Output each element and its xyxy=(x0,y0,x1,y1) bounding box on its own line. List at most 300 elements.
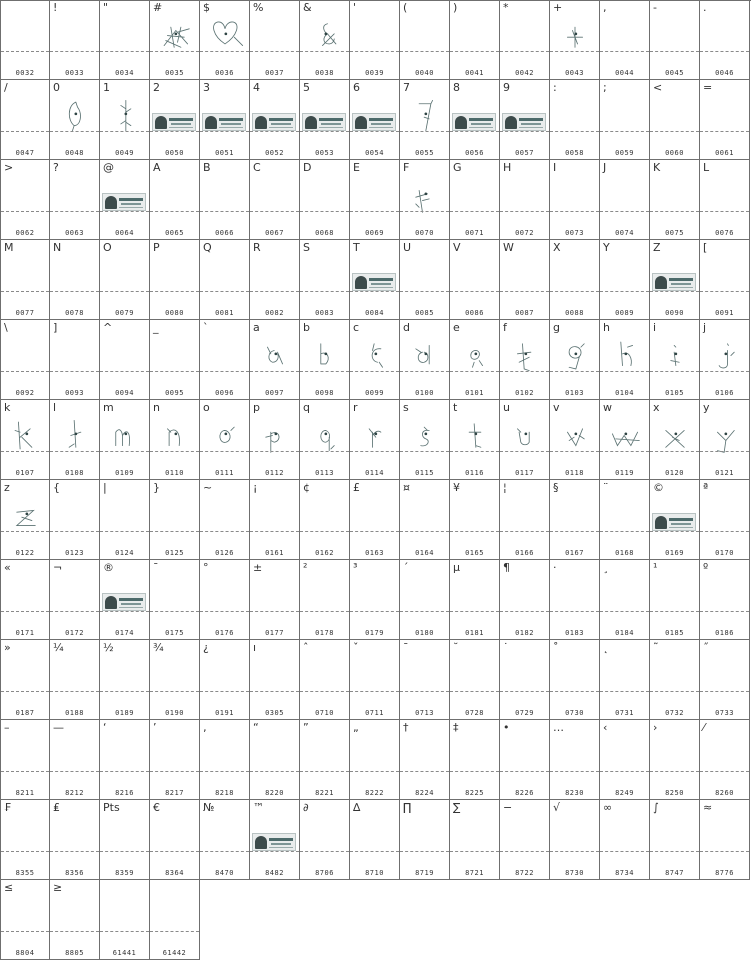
glyph-cell xyxy=(700,400,750,480)
glyph-code: 8721 xyxy=(465,869,484,877)
glyph-code: 0088 xyxy=(565,309,584,317)
glyph-cell xyxy=(700,80,750,160)
glyph-character: ⁄ xyxy=(703,721,705,734)
glyph-code: 8730 xyxy=(565,869,584,877)
logo-image xyxy=(102,193,146,211)
baseline-guide xyxy=(700,851,749,852)
glyph-cell xyxy=(0,480,50,560)
glyph-code: 0100 xyxy=(415,389,434,397)
glyph-cell xyxy=(0,0,50,80)
glyph-code: 0114 xyxy=(365,469,384,477)
glyph-character: ° xyxy=(203,561,209,574)
glyph-code: 0182 xyxy=(515,629,534,637)
glyph-character: ® xyxy=(103,561,114,574)
baseline-guide xyxy=(700,371,749,372)
glyph-character: " xyxy=(103,1,109,14)
glyph-code: 0090 xyxy=(665,309,684,317)
baseline-guide xyxy=(450,611,499,612)
glyph-character: f xyxy=(503,321,507,334)
glyph-character: B xyxy=(203,161,211,174)
glyph-cell xyxy=(0,800,50,880)
glyph-drawing xyxy=(702,332,748,374)
glyph-code: 0166 xyxy=(515,549,534,557)
glyph-code: 0097 xyxy=(265,389,284,397)
glyph-code: 0071 xyxy=(465,229,484,237)
glyph-character: K xyxy=(653,161,661,174)
glyph-character: º xyxy=(703,561,709,574)
glyph-character: d xyxy=(403,321,410,334)
glyph-code: 8747 xyxy=(665,869,684,877)
glyph-character: r xyxy=(353,401,358,414)
glyph-code: 0086 xyxy=(465,309,484,317)
glyph-character: X xyxy=(553,241,561,254)
glyph-cell xyxy=(400,320,450,400)
baseline-guide xyxy=(100,771,149,772)
glyph-character: ¯ xyxy=(153,561,159,574)
glyph-cell xyxy=(350,800,400,880)
glyph-cell xyxy=(0,80,50,160)
glyph-character: 4 xyxy=(253,81,260,94)
baseline-guide xyxy=(650,291,699,292)
glyph-character: [ xyxy=(703,241,708,254)
glyph-character: ´ xyxy=(403,561,409,574)
baseline-guide xyxy=(550,691,599,692)
glyph-cell xyxy=(600,480,650,560)
glyph-cell xyxy=(600,640,650,720)
glyph-character: ˙ xyxy=(503,641,509,654)
logo-image xyxy=(452,113,496,131)
baseline-guide xyxy=(650,611,699,612)
glyph-drawing xyxy=(202,412,248,454)
glyph-drawing xyxy=(252,412,298,454)
glyph-character: V xyxy=(453,241,461,254)
glyph-character: › xyxy=(653,721,658,734)
glyph-character: ∫ xyxy=(653,801,659,814)
glyph-character: _ xyxy=(153,321,159,334)
glyph-code: 0183 xyxy=(565,629,584,637)
glyph-code: 8804 xyxy=(15,949,35,957)
glyph-cell xyxy=(0,640,50,720)
glyph-character: b xyxy=(303,321,310,334)
baseline-guide xyxy=(50,851,99,852)
baseline-guide xyxy=(350,131,399,132)
glyph-character: , xyxy=(603,1,607,14)
glyph-cell xyxy=(650,480,700,560)
glyph-code: 0188 xyxy=(65,709,84,717)
glyph-code: 0057 xyxy=(515,149,534,157)
baseline-guide xyxy=(400,531,449,532)
glyph-character: ‚ xyxy=(203,721,207,734)
glyph-character: – xyxy=(4,721,10,734)
glyph-code: 0106 xyxy=(715,389,734,397)
glyph-code: 0107 xyxy=(15,469,35,477)
glyph-cell xyxy=(150,880,200,960)
glyph-code: 0035 xyxy=(165,69,184,77)
baseline-guide xyxy=(600,211,649,212)
baseline-guide xyxy=(300,851,349,852)
logo-image xyxy=(652,273,696,291)
glyph-cell xyxy=(550,640,600,720)
glyph-code: 0077 xyxy=(15,309,35,317)
glyph-drawing xyxy=(502,412,548,454)
glyph-character: ≥ xyxy=(53,881,63,894)
baseline-guide xyxy=(300,771,349,772)
glyph-code: 0112 xyxy=(265,469,284,477)
logo-image xyxy=(352,113,396,131)
glyph-cell xyxy=(400,0,450,80)
glyph-character: : xyxy=(553,81,557,94)
glyph-drawing xyxy=(3,412,49,454)
glyph-character: 3 xyxy=(203,81,210,94)
baseline-guide xyxy=(300,291,349,292)
baseline-guide xyxy=(350,771,399,772)
glyph-code: 0096 xyxy=(215,389,234,397)
glyph-cell xyxy=(50,320,100,400)
glyph-character: m xyxy=(103,401,114,414)
glyph-code: 0032 xyxy=(15,69,35,77)
glyph-cell xyxy=(650,640,700,720)
glyph-code: 0110 xyxy=(165,469,184,477)
glyph-cell xyxy=(50,720,100,800)
glyph-drawing xyxy=(602,332,648,374)
glyph-drawing xyxy=(102,92,148,134)
glyph-code: 0056 xyxy=(465,149,484,157)
glyph-cell xyxy=(100,400,150,480)
baseline-guide xyxy=(250,611,299,612)
baseline-guide xyxy=(100,451,149,452)
glyph-code: 8225 xyxy=(465,789,484,797)
glyph-cell xyxy=(400,800,450,880)
baseline-guide xyxy=(400,211,449,212)
baseline-guide xyxy=(150,451,199,452)
glyph-code: 0048 xyxy=(65,149,84,157)
baseline-guide xyxy=(500,531,549,532)
glyph-cell xyxy=(100,880,150,960)
glyph-cell xyxy=(550,0,600,80)
glyph-cell xyxy=(50,80,100,160)
glyph-cell xyxy=(100,560,150,640)
glyph-code: 0162 xyxy=(315,549,334,557)
glyph-cell xyxy=(250,560,300,640)
glyph-code: 0175 xyxy=(165,629,184,637)
baseline-guide xyxy=(550,611,599,612)
glyph-character: D xyxy=(303,161,312,174)
glyph-character: % xyxy=(253,1,264,14)
baseline-guide xyxy=(200,771,249,772)
baseline-guide xyxy=(200,51,249,52)
glyph-code: 8216 xyxy=(115,789,134,797)
glyph-character: x xyxy=(653,401,660,414)
glyph-character: ∏ xyxy=(403,801,412,814)
baseline-guide xyxy=(500,851,549,852)
baseline-guide xyxy=(450,531,499,532)
baseline-guide xyxy=(250,51,299,52)
glyph-character: n xyxy=(153,401,160,414)
glyph-cell xyxy=(650,400,700,480)
glyph-cell xyxy=(250,640,300,720)
glyph-character: − xyxy=(503,801,513,814)
glyph-drawing xyxy=(302,332,348,374)
glyph-character: √ xyxy=(553,801,561,814)
glyph-code: 8722 xyxy=(515,869,534,877)
baseline-guide xyxy=(50,931,99,932)
glyph-code: 8364 xyxy=(165,869,184,877)
glyph-cell xyxy=(250,400,300,480)
glyph-code: 8805 xyxy=(65,949,84,957)
glyph-cell xyxy=(650,800,700,880)
baseline-guide xyxy=(400,691,449,692)
glyph-cell xyxy=(650,160,700,240)
baseline-guide xyxy=(600,611,649,612)
glyph-character: P xyxy=(153,241,160,254)
baseline-guide xyxy=(1,531,49,532)
glyph-cell xyxy=(550,80,600,160)
glyph-character: ± xyxy=(253,561,263,574)
baseline-guide xyxy=(600,851,649,852)
glyph-drawing xyxy=(652,332,698,374)
baseline-guide xyxy=(550,771,599,772)
glyph-code: 0102 xyxy=(515,389,534,397)
glyph-character: “ xyxy=(253,721,259,734)
glyph-cell xyxy=(300,480,350,560)
glyph-cell xyxy=(600,80,650,160)
glyph-character: ˆ xyxy=(303,641,309,654)
glyph-character: € xyxy=(153,801,160,814)
glyph-character: 7 xyxy=(403,81,410,94)
glyph-character: — xyxy=(53,721,64,734)
baseline-guide xyxy=(100,531,149,532)
glyph-character: ¬ xyxy=(53,561,63,574)
baseline-guide xyxy=(300,611,349,612)
baseline-guide xyxy=(150,371,199,372)
glyph-character: ’ xyxy=(153,721,157,734)
baseline-guide xyxy=(50,691,99,692)
glyph-cell xyxy=(700,640,750,720)
glyph-cell xyxy=(400,560,450,640)
glyph-character: ¹ xyxy=(653,561,658,574)
glyph-drawing xyxy=(152,412,198,454)
logo-image xyxy=(652,513,696,531)
glyph-code: 0191 xyxy=(215,709,234,717)
glyph-cell xyxy=(500,80,550,160)
glyph-code: 8221 xyxy=(315,789,334,797)
glyph-character: ‡ xyxy=(453,721,459,734)
glyph-character: ª xyxy=(703,481,709,494)
baseline-guide xyxy=(650,531,699,532)
logo-image xyxy=(202,113,246,131)
baseline-guide xyxy=(350,211,399,212)
glyph-code: 0042 xyxy=(515,69,534,77)
baseline-guide xyxy=(550,51,599,52)
glyph-cell xyxy=(200,720,250,800)
glyph-cell xyxy=(0,320,50,400)
baseline-guide xyxy=(100,51,149,52)
glyph-code: 8249 xyxy=(615,789,634,797)
glyph-cell xyxy=(350,480,400,560)
glyph-character: ¾ xyxy=(153,641,164,654)
glyph-character: № xyxy=(203,801,215,814)
baseline-guide xyxy=(50,451,99,452)
glyph-code: 0170 xyxy=(715,549,734,557)
baseline-guide xyxy=(50,611,99,612)
glyph-cell xyxy=(50,0,100,80)
baseline-guide xyxy=(400,291,449,292)
glyph-character: o xyxy=(203,401,210,414)
glyph-cell xyxy=(50,480,100,560)
glyph-character: y xyxy=(703,401,710,414)
glyph-code: 0094 xyxy=(115,389,134,397)
glyph-cell xyxy=(450,160,500,240)
baseline-guide xyxy=(600,51,649,52)
glyph-cell xyxy=(100,320,150,400)
glyph-cell xyxy=(250,320,300,400)
glyph-character: † xyxy=(403,721,409,734)
glyph-character: ≈ xyxy=(703,801,713,814)
glyph-character: 0 xyxy=(53,81,60,94)
glyph-character: C xyxy=(253,161,261,174)
glyph-drawing xyxy=(552,332,598,374)
glyph-cell xyxy=(550,240,600,320)
baseline-guide xyxy=(250,291,299,292)
logo-image xyxy=(102,593,146,611)
glyph-character: < xyxy=(653,81,663,94)
glyph-code: 8734 xyxy=(615,869,634,877)
glyph-character: ; xyxy=(603,81,607,94)
glyph-cell xyxy=(250,160,300,240)
baseline-guide xyxy=(700,211,749,212)
glyph-character: ˚ xyxy=(553,641,559,654)
glyph-code: 61442 xyxy=(162,949,187,957)
glyph-code: 0121 xyxy=(715,469,734,477)
glyph-code: 0038 xyxy=(315,69,334,77)
glyph-code: 0178 xyxy=(315,629,334,637)
glyph-character: ¼ xyxy=(53,641,64,654)
glyph-cell xyxy=(450,80,500,160)
baseline-guide xyxy=(150,691,199,692)
glyph-code: 0064 xyxy=(115,229,134,237)
baseline-guide xyxy=(300,691,349,692)
glyph-cell xyxy=(500,640,550,720)
glyph-character: ˉ xyxy=(403,641,409,654)
glyph-code: 61441 xyxy=(112,949,137,957)
glyph-drawing xyxy=(3,492,49,534)
glyph-cell xyxy=(100,160,150,240)
baseline-guide xyxy=(350,691,399,692)
baseline-guide xyxy=(100,931,149,932)
glyph-cell xyxy=(600,560,650,640)
glyph-character: k xyxy=(4,401,11,414)
baseline-guide xyxy=(550,851,599,852)
glyph-drawing xyxy=(302,12,348,54)
glyph-cell xyxy=(150,320,200,400)
glyph-character: ∂ xyxy=(303,801,309,814)
baseline-guide xyxy=(1,371,49,372)
glyph-cell xyxy=(450,640,500,720)
glyph-cell xyxy=(350,400,400,480)
glyph-code: 0053 xyxy=(315,149,334,157)
glyph-character: ' xyxy=(353,1,357,14)
glyph-character: A xyxy=(153,161,161,174)
glyph-character: @ xyxy=(103,161,114,174)
glyph-character: ₣ xyxy=(4,801,11,814)
glyph-character: } xyxy=(153,481,160,494)
glyph-character: ¨ xyxy=(603,481,609,494)
baseline-guide xyxy=(450,51,499,52)
baseline-guide xyxy=(150,931,199,932)
baseline-guide xyxy=(650,51,699,52)
glyph-character: · xyxy=(553,561,557,574)
logo-image xyxy=(352,273,396,291)
glyph-character: ! xyxy=(53,1,58,14)
baseline-guide xyxy=(1,931,49,932)
glyph-code: 0118 xyxy=(565,469,584,477)
glyph-drawing xyxy=(352,412,398,454)
glyph-character: ^ xyxy=(103,321,113,334)
glyph-character: 8 xyxy=(453,81,460,94)
baseline-guide xyxy=(700,771,749,772)
glyph-character: M xyxy=(4,241,14,254)
glyph-code: 0113 xyxy=(315,469,334,477)
glyph-cell xyxy=(200,400,250,480)
baseline-guide xyxy=(450,291,499,292)
glyph-code: 0730 xyxy=(565,709,584,717)
glyph-character: \ xyxy=(4,321,8,334)
glyph-character: ] xyxy=(53,321,58,334)
glyph-cell xyxy=(300,160,350,240)
glyph-code: 0728 xyxy=(465,709,484,717)
glyph-drawing xyxy=(402,412,448,454)
glyph-code: 8710 xyxy=(365,869,384,877)
baseline-guide xyxy=(600,691,649,692)
glyph-drawing xyxy=(402,332,448,374)
glyph-code: 0093 xyxy=(65,389,84,397)
baseline-guide xyxy=(500,771,549,772)
glyph-character: ` xyxy=(203,321,209,334)
glyph-code: 0079 xyxy=(115,309,134,317)
glyph-character: … xyxy=(553,721,564,734)
baseline-guide xyxy=(200,851,249,852)
glyph-cell xyxy=(500,160,550,240)
glyph-code: 0069 xyxy=(365,229,384,237)
glyph-drawing xyxy=(302,412,348,454)
glyph-code: 0120 xyxy=(665,469,684,477)
baseline-guide xyxy=(450,851,499,852)
glyph-code: 0033 xyxy=(65,69,84,77)
glyph-code: 0082 xyxy=(265,309,284,317)
glyph-code: 0710 xyxy=(315,709,334,717)
glyph-cell xyxy=(250,0,300,80)
glyph-character: ∑ xyxy=(453,801,461,814)
glyph-code: 8260 xyxy=(715,789,734,797)
glyph-cell xyxy=(0,240,50,320)
baseline-guide xyxy=(400,451,449,452)
glyph-code: 0186 xyxy=(715,629,734,637)
baseline-guide xyxy=(150,211,199,212)
baseline-guide xyxy=(600,131,649,132)
glyph-cell xyxy=(350,560,400,640)
glyph-code: 0034 xyxy=(115,69,134,77)
glyph-code: 0729 xyxy=(515,709,534,717)
baseline-guide xyxy=(700,531,749,532)
glyph-code: 8230 xyxy=(565,789,584,797)
baseline-guide xyxy=(1,851,49,852)
glyph-character: w xyxy=(603,401,612,414)
glyph-drawing xyxy=(202,12,248,54)
glyph-code: 8212 xyxy=(65,789,84,797)
baseline-guide xyxy=(300,51,349,52)
glyph-cell xyxy=(300,80,350,160)
glyph-cell xyxy=(350,0,400,80)
